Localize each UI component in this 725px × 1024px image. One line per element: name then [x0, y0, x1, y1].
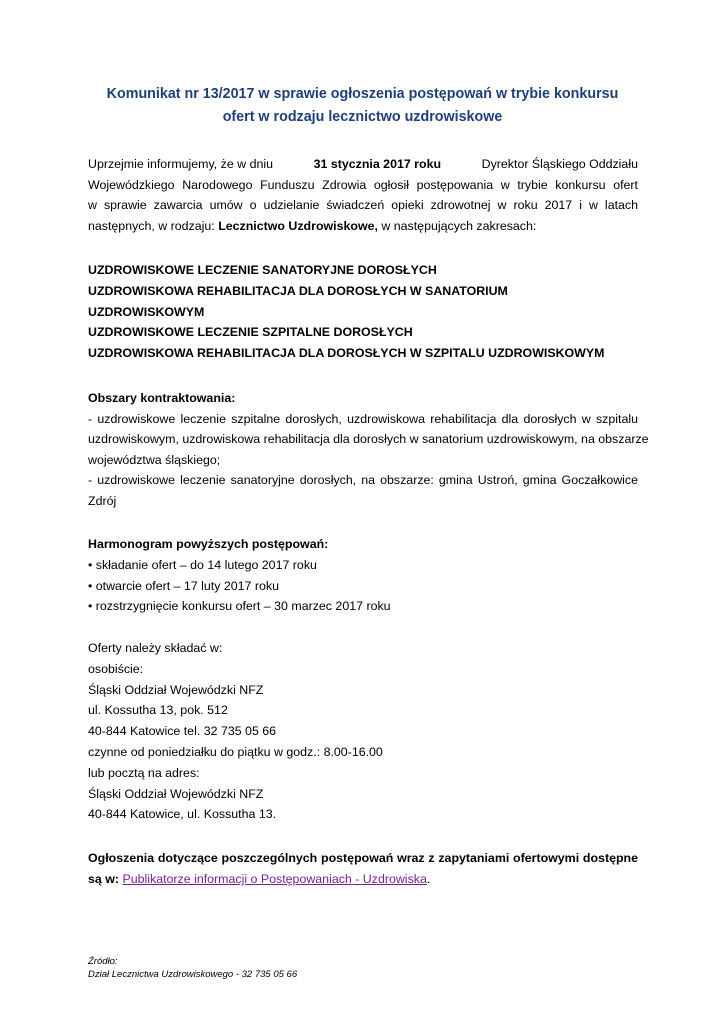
- announcement-date: 31 stycznia 2017 roku: [313, 157, 442, 171]
- scope-list: [88, 260, 638, 364]
- areas-item-1-line-3: województwa śląskiego;: [88, 452, 221, 467]
- schedule-item: • otwarcie ofert – 17 luty 2017 roku: [88, 578, 279, 593]
- offers-line: 40-844 Katowice, ul. Kossutha 13.: [88, 807, 277, 822]
- offers-line: Śląski Oddział Wojewódzki NFZ: [88, 786, 264, 801]
- intro-line-3: w sprawie zawarcia umów o udzielanie świadczeń opieki zdrowotnej w roku 2017 i w latach: [88, 198, 638, 213]
- areas-item-2-line-2: Zdrój: [88, 493, 117, 508]
- notice-line-2: są w: Publikatorze informacji o Postępowaniach - Uzdrowiska.: [88, 872, 431, 886]
- schedule-heading: Harmonogram powyższych postępowań:: [88, 537, 329, 551]
- intro-line-1: Uprzejmie informujemy, że w dniu 31 stycznia 2017 roku Dyrektor Śląskiego Oddziału: [88, 154, 638, 175]
- areas-item-1-line-2: uzdrowiskowym, uzdrowiskowa rehabilitacja dla dorosłych w sanatorium uzdrowiskowym, na obszarze: [88, 432, 649, 447]
- schedule-item: • rozstrzygnięcie konkursu ofert – 30 marzec 2017 roku: [88, 599, 391, 614]
- scope-item: UZDROWISKOWA REHABILITACJA DLA DOROSŁYCH W SANATORIUM: [88, 283, 508, 298]
- offers-submission: [88, 638, 638, 825]
- footer-source: [88, 955, 297, 981]
- offers-line: Śląski Oddział Wojewódzki NFZ: [88, 682, 264, 697]
- title-line-1: Komunikat nr 13/2017 w sprawie ogłoszenia postępowań w trybie konkursu: [106, 86, 619, 102]
- title-line-2: ofert w rodzaju lecznictwo uzdrowiskowe: [222, 109, 503, 125]
- offers-line: 40-844 Katowice tel. 32 735 05 66: [88, 724, 277, 739]
- scope-item: UZDROWISKOWYM: [88, 304, 205, 319]
- scope-item: UZDROWISKOWE LECZENIE SZPITALNE DOROSŁYCH: [88, 325, 413, 340]
- footer-source-label: Źródło:: [88, 956, 118, 967]
- schedule-item: • składanie ofert – do 14 lutego 2017 roku: [88, 557, 317, 572]
- intro-line-4: następnych, w rodzaju: Lecznictwo Uzdrowiskowe, w następujących zakresach:: [88, 218, 537, 233]
- areas-heading: Obszary kontraktowania:: [88, 391, 236, 405]
- notice-paragraph: [88, 848, 638, 890]
- offers-line: osobiście:: [88, 661, 144, 676]
- contract-areas: [88, 388, 649, 512]
- areas-item-1-line-1: - uzdrowiskowe leczenie szpitalne dorosłych, uzdrowiskowa rehabilitacja dla dorosłych w szpitalu: [88, 411, 638, 426]
- scope-item: UZDROWISKOWA REHABILITACJA DLA DOROSŁYCH W SZPITALU UZDROWISKOWYM: [88, 346, 605, 361]
- publikator-link[interactable]: Publikatorze informacji o Postępowaniach - Uzdrowiska: [122, 872, 427, 886]
- offers-line: Oferty należy składać w:: [88, 641, 223, 655]
- offers-line: lub pocztą na adres:: [88, 765, 200, 780]
- offers-line: ul. Kossutha 13, pok. 512: [88, 703, 228, 718]
- notice-line-1: Ogłoszenia dotyczące poszczególnych postępowań wraz z zapytaniami ofertowymi dostępne: [88, 851, 638, 865]
- intro-paragraph: [88, 154, 638, 236]
- footer-source-text: Dział Lecznictwa Uzdrowiskowego - 32 735 05 66: [88, 969, 298, 980]
- care-type: Lecznictwo Uzdrowiskowe,: [218, 218, 378, 233]
- intro-line-2: Wojewódzkiego Narodowego Funduszu Zdrowia ogłosił postępowania w trybie konkursu ofert: [88, 177, 638, 192]
- offers-line: czynne od poniedziałku do piątku w godz.: 8.00-16.00: [88, 744, 383, 759]
- areas-item-2-line-1: - uzdrowiskowe leczenie sanatoryjne dorosłych, na obszarze: gmina Ustroń, gmina Goczałkowice: [88, 473, 638, 488]
- page-title: [0, 83, 725, 129]
- schedule: [88, 534, 638, 617]
- scope-item: UZDROWISKOWE LECZENIE SANATORYJNE DOROSŁYCH: [88, 263, 437, 277]
